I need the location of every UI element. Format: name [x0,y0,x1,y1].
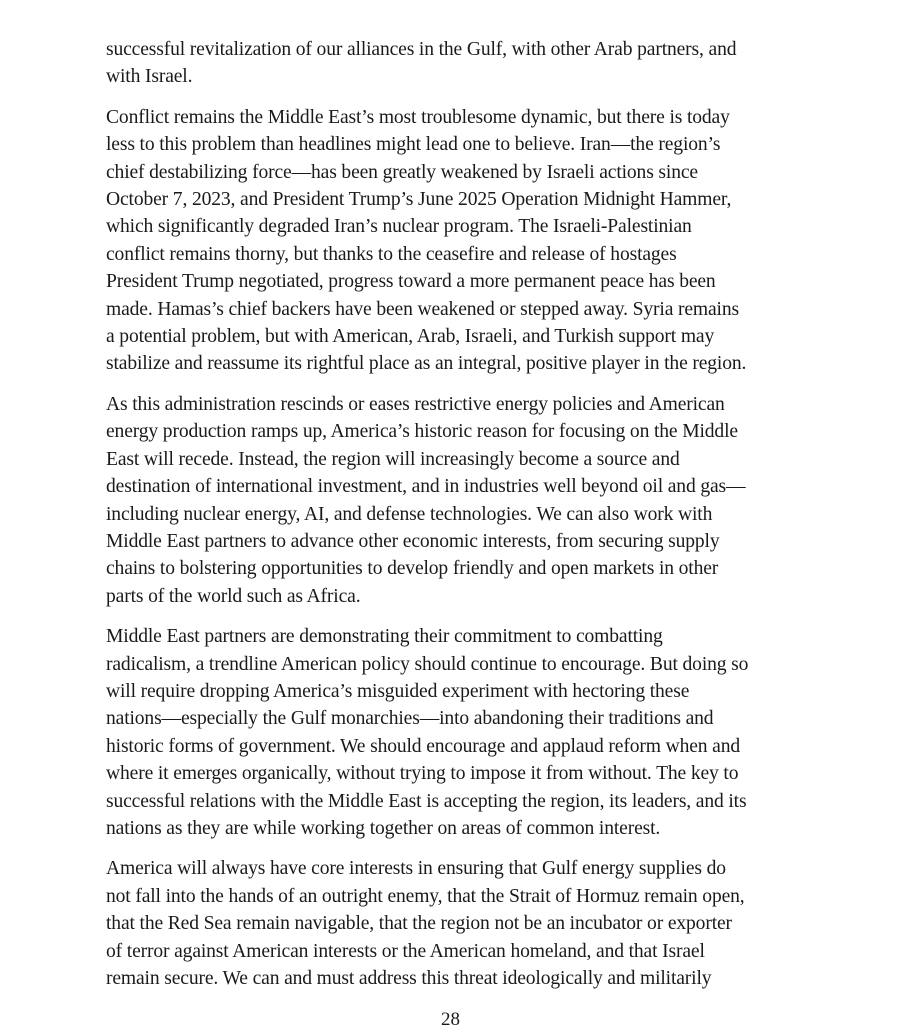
text-line: nations—especially the Gulf monarchies—into abandoning their traditions and [106,708,714,730]
text-line: energy production ramps up, America’s historic reason for focusing on the Middle [106,421,738,443]
text-line: conflict remains thorny, but thanks to the ceasefire and release of hostages [106,243,677,265]
text-line: historic forms of government. We should encourage and applaud reform when and [106,735,741,757]
text-line: that the Red Sea remain navigable, that the region not be an incubator or exporter [106,913,732,935]
text-line: where it emerges organically, without trying to impose it from without. The key to [106,763,739,785]
text-line: chains to bolstering opportunities to develop friendly and open markets in other [106,558,719,580]
text-line: remain secure. We can and must address this threat ideologically and militarily [106,968,712,989]
paragraph-energy [106,391,806,610]
paragraph-partners-radicalism [106,623,806,842]
text-line: As this administration rescinds or eases restrictive energy policies and American [106,393,725,415]
text-line: Conflict remains the Middle East’s most troublesome dynamic, but there is today [106,106,730,128]
document-page [106,36,806,1005]
text-line: successful relations with the Middle East is accepting the region, its leaders, and its [106,790,747,812]
text-line: Middle East partners to advance other economic interests, from securing supply [106,530,720,552]
text-line: October 7, 2023, and President Trump’s June 2025 Operation Midnight Hammer, [106,189,732,211]
text-line: parts of the world such as Africa. [106,585,361,607]
text-line: America will always have core interests in ensuring that Gulf energy supplies do [106,858,726,880]
text-line: which significantly degraded Iran’s nuclear program. The Israeli-Palestinian [106,216,692,238]
text-line: will require dropping America’s misguided experiment with hectoring these [106,680,690,702]
text-line: nations as they are while working together on areas of common interest. [106,817,661,839]
text-line: destination of international investment, and in industries well beyond oil and gas— [106,476,746,498]
page-number: 28 [441,1009,460,1030]
text-line: radicalism, a trendline American policy should continue to encourage. But doing so [106,653,749,675]
text-line: Middle East partners are demonstrating their commitment to combatting [106,626,663,648]
text-line: successful revitalization of our alliances in the Gulf, with other Arab partners, and [106,39,737,60]
paragraph-core-interests [106,855,806,992]
text-line: with Israel. [106,66,193,88]
text-line: chief destabilizing force—has been greatly weakened by Israeli actions since [106,161,698,183]
text-line: President Trump negotiated, progress toward a more permanent peace has been [106,271,716,293]
paragraph-conflict [106,104,806,378]
text-line: stabilize and reassume its rightful place as an integral, positive player in the region. [106,353,747,375]
text-line: less to this problem than headlines might lead one to believe. Iran—the region’s [106,134,721,156]
text-line: a potential problem, but with American, Arab, Israeli, and Turkish support may [106,326,715,348]
text-line: East will recede. Instead, the region will increasingly become a source and [106,448,680,470]
text-line: of terror against American interests or the American homeland, and that Israel [106,940,705,962]
text-line: including nuclear energy, AI, and defense technologies. We can also work with [106,503,713,525]
text-line: not fall into the hands of an outright enemy, that the Strait of Hormuz remain open, [106,885,745,907]
paragraph-alliances-continuation [106,36,806,91]
text-line: made. Hamas’s chief backers have been weakened or stepped away. Syria remains [106,298,739,320]
